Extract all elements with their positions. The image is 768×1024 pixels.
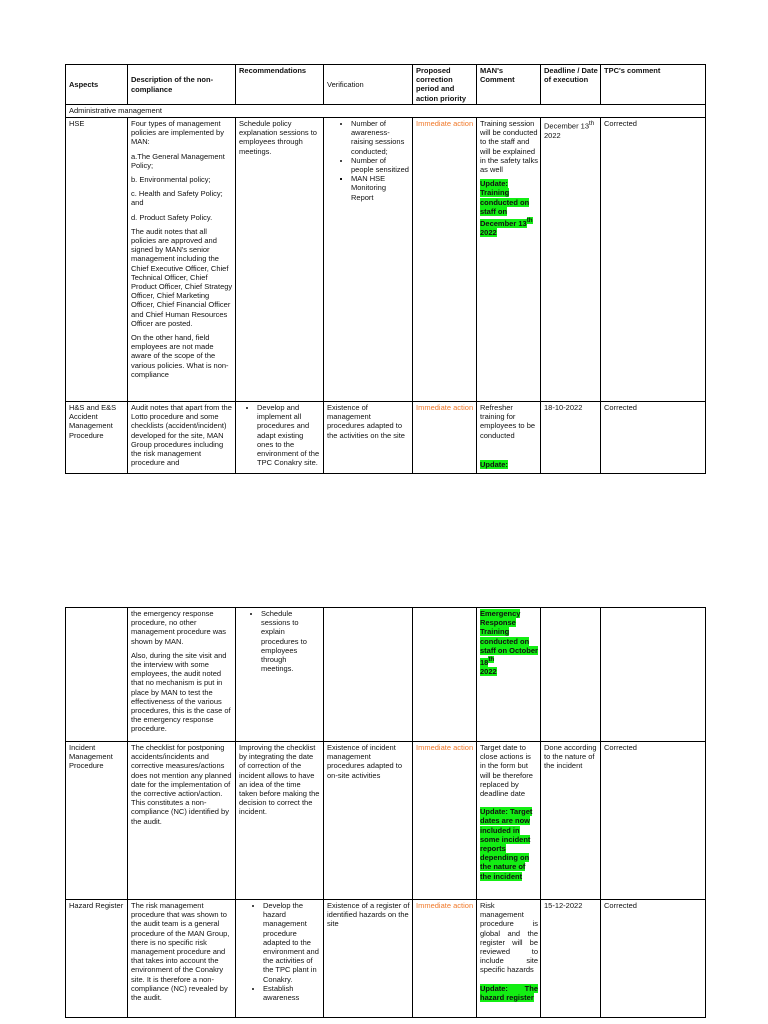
verification-cell	[324, 608, 413, 742]
list-item: • Establish awareness	[263, 984, 321, 1002]
tpc-comment-cell: Corrected	[601, 742, 706, 900]
update-note	[480, 984, 538, 1002]
aspect-cell: HSE	[66, 118, 128, 402]
header-recommendations: Recommendations	[236, 65, 324, 105]
tpc-comment-cell: Corrected	[601, 118, 706, 402]
man-comment-text: Risk management procedure is global and the register will be reviewed to include site specific hazards	[480, 901, 538, 975]
deadline-cell	[541, 608, 601, 742]
list-item: • Develop the hazard management procedure adapted to the environment and the activities of the TPC plant in Conakry.	[263, 901, 321, 984]
header-tpc-comment: TPC's comment	[601, 65, 706, 105]
audit-table-page-1	[65, 64, 706, 474]
update-highlight: Emergency Response Training conducted on staff on October 18	[480, 609, 538, 667]
header-man-comment: MAN's Comment	[477, 65, 541, 105]
header-verification: Verification	[324, 65, 413, 105]
description-cell: The risk management procedure that was shown to the audit team is a general procedure of the MAN Group, there is no specific risk management procedure and that takes into account the environment of the Conakry site. It is therefore a non-compliance (NC) revealed by the audit.	[128, 900, 236, 1018]
verification-cell: Existence of a register of identified hazards on the site	[324, 900, 413, 1018]
man-comment-text: Refresher training for employees to be conducted	[480, 403, 536, 440]
verification-cell: Existence of management procedures adapted to the activities on the site	[324, 402, 413, 474]
recommendation-cell	[236, 402, 324, 474]
tpc-comment-cell	[601, 608, 706, 742]
description-para: d. Product Safety Policy.	[131, 212, 213, 222]
recommendation-cell	[236, 608, 324, 742]
header-deadline: Deadline / Date of execution	[541, 65, 601, 105]
priority-cell: Immediate action	[413, 118, 477, 402]
deadline-cell	[541, 118, 601, 402]
verification-cell	[324, 118, 413, 402]
priority-cell: Immediate action	[413, 900, 477, 1018]
update-year: 2022	[480, 666, 497, 676]
header-row	[66, 65, 706, 105]
update-highlight: Update: Training conducted on staff on December 13	[480, 179, 530, 228]
header-proposed-correction: Proposed correction period and action priority	[413, 65, 477, 105]
man-comment-cell	[477, 608, 541, 742]
table-row-incident	[66, 742, 706, 900]
tpc-comment-cell: Corrected	[601, 402, 706, 474]
section-title: Administrative management	[66, 105, 706, 118]
description-cell	[128, 608, 236, 742]
recommendation-cell	[236, 900, 324, 1018]
update-year: 2022	[480, 227, 497, 237]
audit-table-page-2	[65, 607, 706, 1018]
update-highlight: Update: The hazard register	[480, 983, 538, 1002]
section-row	[66, 105, 706, 118]
deadline-cell: Done according to the nature of the incident	[541, 742, 601, 900]
description-para: the emergency response procedure, no other management procedure was shown by MAN.	[131, 609, 227, 646]
man-comment-cell	[477, 900, 541, 1018]
deadline-cell: 18-10-2022	[541, 402, 601, 474]
update-sup: th	[526, 217, 533, 225]
list-item: ▪ MAN HSE Monitoring Report	[351, 174, 410, 202]
deadline-sup: th	[589, 120, 595, 127]
deadline-year: 2022	[544, 130, 561, 140]
update-sup: th	[488, 656, 495, 664]
description-para: a.The General Management Policy;	[131, 151, 225, 170]
table-row-hes-accident-continued	[66, 608, 706, 742]
update-note	[480, 460, 538, 469]
list-item: • Schedule sessions to explain procedures to employees through meetings.	[261, 609, 321, 673]
update-highlight: Update:	[480, 459, 508, 469]
list-item: • Number of people sensitized	[351, 156, 410, 174]
man-comment-cell	[477, 118, 541, 402]
description-para: On the other hand, field employees are not made aware of the scope of the various policies. What is non-compliance	[131, 333, 229, 379]
table-row-hazard	[66, 900, 706, 1018]
man-comment-text: Training session will be conducted to the staff and will be explained in the safety talks as well	[480, 119, 538, 175]
description-para: The audit notes that all policies are approved and signed by MAN's senior management including the Chief Executive Officer, Chief Technical Officer, Chief Product Officer, Chief Strategy Officer, Chief Marketing Officer, Chief Financial Officer and Chief Human Resources Officer are posted.	[131, 226, 233, 328]
header-aspects: Aspects	[66, 65, 128, 105]
recommendation-cell: Improving the checklist by integrating the date of correction of the incident allows to have an idea of the time taken before making the decision to correct the incident.	[236, 742, 324, 900]
priority-cell: Immediate action	[413, 402, 477, 474]
update-note	[480, 807, 538, 881]
aspect-cell: H&S and E&S Accident Management Procedure	[66, 402, 128, 474]
recommendation-list	[239, 403, 321, 467]
aspect-cell: Hazard Register	[66, 900, 128, 1018]
description-para: c. Health and Safety Policy; and	[131, 189, 223, 208]
verification-list	[327, 119, 410, 202]
table-row-hes-accident	[66, 402, 706, 474]
aspect-cell: Incident Management Procedure	[66, 742, 128, 900]
description-cell: The checklist for postponing accidents/incidents and corrective measures/actions does not mention any planned date for the implementation of the corrective action/action. This constitutes a non-compliance (NC) identified by the audit.	[128, 742, 236, 900]
update-highlight: Update: Target dates are now included in some incident reports depending on the nature of the incident	[480, 807, 533, 881]
list-item: • Number of awareness-raising sessions conducted;	[351, 119, 410, 156]
man-comment-text: Target date to close actions is in the form but will be therefore replaced by deadline date	[480, 743, 533, 799]
priority-cell: Immediate action	[413, 742, 477, 900]
deadline-text: December 13	[544, 121, 590, 131]
description-cell: Audit notes that apart from the Lotto procedure and some checklists (accident/incident) developed for the site, MAN Group procedures including the risk management procedure and	[128, 402, 236, 474]
update-note	[480, 179, 538, 237]
header-description: Description of the non-compliance	[128, 65, 236, 105]
aspect-cell	[66, 608, 128, 742]
description-para: Also, during the site visit and the interview with some employees, the audit noted that no mechanism is put in place by MAN to test the effectiveness of the various procedures, this is the case of the emergency response procedure.	[131, 650, 231, 734]
tpc-comment-cell: Corrected	[601, 900, 706, 1018]
man-comment-cell	[477, 402, 541, 474]
table-row-hse	[66, 118, 706, 402]
priority-cell	[413, 608, 477, 742]
man-comment-cell	[477, 742, 541, 900]
recommendation-cell: Schedule policy explanation sessions to employees through meetings.	[236, 118, 324, 402]
recommendation-list	[239, 609, 321, 673]
description-cell	[128, 118, 236, 402]
deadline-cell: 15-12-2022	[541, 900, 601, 1018]
description-para: Four types of management policies are implemented by MAN:	[131, 119, 224, 147]
verification-cell: Existence of incident management procedures adapted to on-site activities	[324, 742, 413, 900]
recommendation-list	[239, 901, 321, 1002]
list-item: • Develop and implement all procedures and adapt existing ones to the environment of the TPC Conakry site.	[257, 403, 321, 467]
description-para: b. Environmental policy;	[131, 175, 211, 185]
